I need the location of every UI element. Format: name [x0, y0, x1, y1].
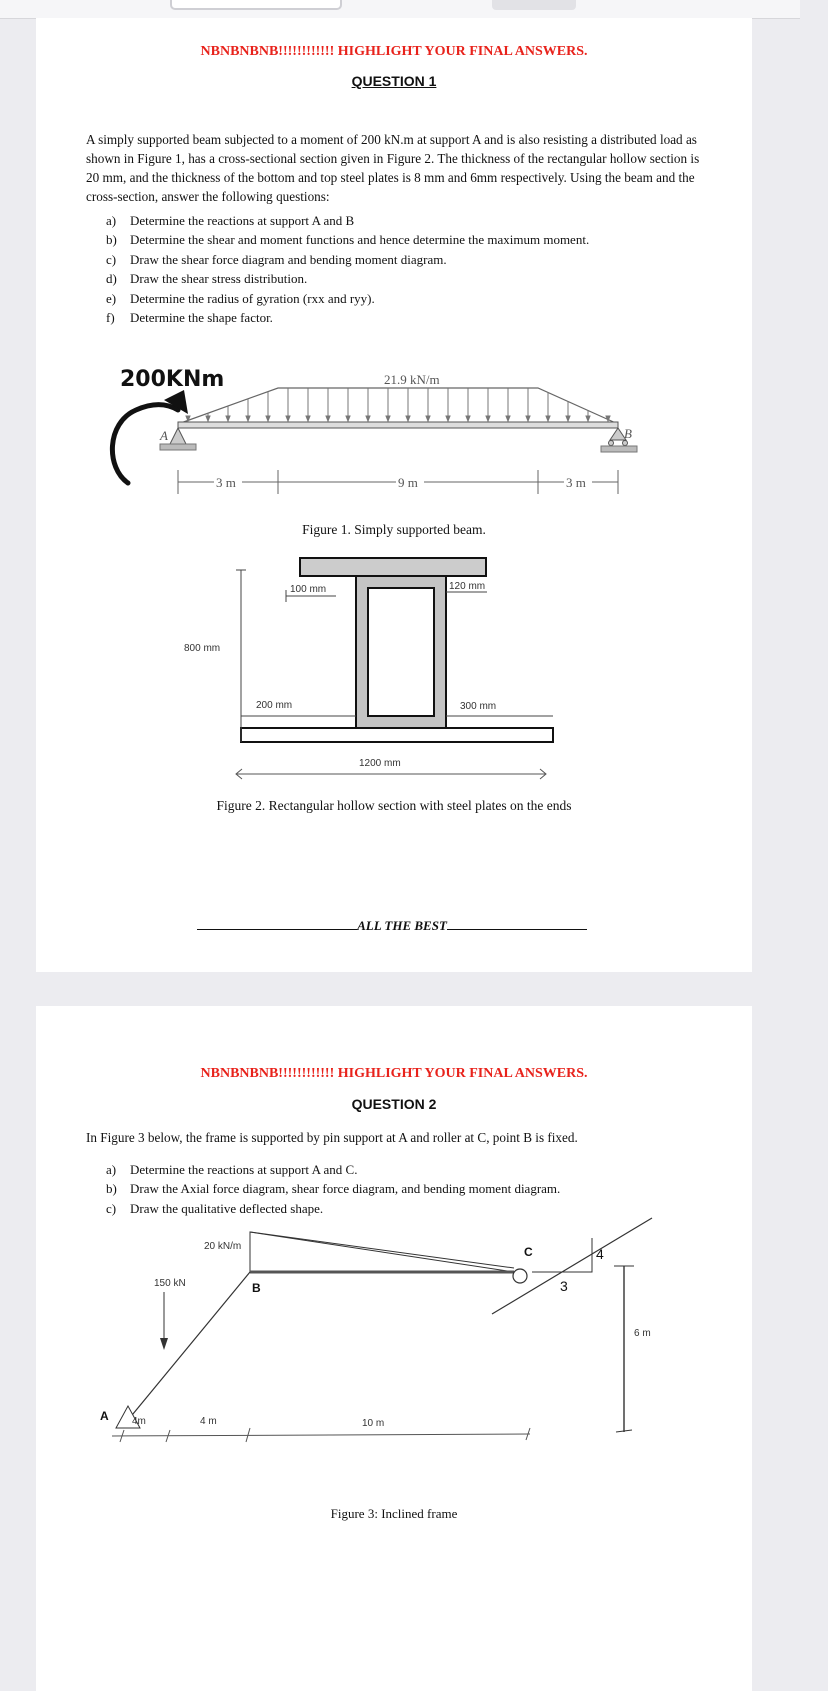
ground-a: [160, 444, 196, 450]
dim-6m-label: 6 m: [634, 1328, 651, 1339]
load-arrowhead: [586, 416, 590, 421]
figure-3-caption: Figure 3: Inclined frame: [330, 1506, 458, 1521]
load-arrowhead: [486, 416, 490, 421]
load-arrowhead: [446, 416, 450, 421]
list-item: a) Determine the reactions at support A and B: [106, 213, 355, 228]
ground-b: [601, 446, 637, 452]
dim-800-label: 800 mm: [184, 643, 221, 654]
question-intro: A simply supported beam subjected to a moment of 200 kN.m at support A and is also resisting a distributed load as shown in Figure 1, has a cross-sectional section given in Figure 2. The thickness of the rectangular hollow section is 20 mm, and the thickness of the bottom and top steel plates is 8 mm and 6mm respectively. Using the beam and the cross-section, answer the following questions:: [86, 132, 700, 204]
label-a: A: [100, 1409, 109, 1423]
slope-rise: 4: [596, 1246, 604, 1262]
closing-rule: [197, 929, 357, 930]
load-arrowhead: [386, 416, 390, 421]
load-envelope: [178, 388, 618, 424]
list-item: e) Determine the radius of gyration (rxx and ryy).: [106, 290, 375, 306]
load-arrowhead: [566, 416, 570, 421]
load-arrowhead: [206, 416, 210, 421]
dim-mid-label: 9 m: [398, 475, 418, 490]
dim-120-label: 120 mm: [449, 581, 486, 592]
beam: [178, 422, 618, 428]
dim-100-label: 100 mm: [290, 584, 327, 595]
support-a-label: A: [160, 428, 168, 443]
dim-4m-b-label: 4 m: [200, 1416, 217, 1427]
support-b-label: B: [624, 426, 632, 441]
list-item: a) Determine the reactions at support A and C.: [106, 1162, 358, 1177]
question-title: QUESTION 2: [351, 1096, 437, 1112]
load-arrows: [186, 388, 610, 421]
list-item: c) Draw the shear force diagram and bending moment diagram.: [106, 251, 447, 267]
top-input-field[interactable]: [170, 0, 342, 10]
moment-label: 200KNm: [120, 367, 225, 392]
list-item: d) Draw the shear stress distribution.: [106, 271, 308, 287]
load-arrowhead: [326, 416, 330, 421]
roller-wheel: [623, 441, 628, 446]
top-plate: [300, 558, 486, 576]
dim-300-label: 300 mm: [460, 701, 497, 712]
dim-200-label: 200 mm: [256, 700, 293, 711]
dim-horizontal-line: [112, 1434, 530, 1436]
label-b: B: [252, 1281, 261, 1295]
list-item: c) Draw the qualitative deflected shape.: [106, 1200, 324, 1216]
dim-10m-label: 10 m: [362, 1418, 385, 1429]
dim-1200-label: 1200 mm: [359, 758, 401, 769]
load-label: 21.9 kN/m: [384, 372, 440, 387]
dim-left-label: 3 m: [216, 475, 236, 490]
pin-support-a: [170, 428, 186, 444]
figure-2-caption: Figure 2. Rectangular hollow section with steel plates on the ends: [216, 798, 572, 813]
closing-rule: [447, 929, 587, 930]
load-arrowhead: [306, 416, 310, 421]
figure-3-frame: [36, 1006, 752, 1626]
roller-c: [513, 1269, 527, 1283]
load-arrowhead: [366, 416, 370, 421]
slope-triangle: [532, 1238, 592, 1272]
list-item: f) Determine the shape factor.: [106, 310, 273, 326]
top-button[interactable]: [492, 0, 576, 10]
document-page-1: [36, 18, 752, 972]
question-intro: In Figure 3 below, the frame is supported by pin support at A and roller at C, point B is fixed.: [86, 1130, 578, 1145]
highlight-header: NBNBNBNB!!!!!!!!!!!! HIGHLIGHT YOUR FINAL ANSWERS.: [200, 44, 588, 59]
point-load-arrowhead: [160, 1338, 168, 1350]
browser-top-bar: [0, 0, 800, 19]
highlight-header: NBNBNBNB!!!!!!!!!!!! HIGHLIGHT YOUR FINAL ANSWERS.: [200, 1066, 588, 1081]
load-arrowhead: [506, 416, 510, 421]
hollow-section-inner: [368, 588, 434, 716]
roller-wheel: [609, 441, 614, 446]
figure-1-caption: Figure 1. Simply supported beam.: [302, 522, 486, 537]
load-arrowhead: [426, 416, 430, 421]
load-arrowhead: [286, 416, 290, 421]
udl-label: 20 kN/m: [204, 1241, 242, 1252]
dim-right-label: 3 m: [566, 475, 586, 490]
list-item: b) Determine the shear and moment functions and hence determine the maximum moment.: [106, 232, 590, 248]
load-arrowhead: [246, 416, 250, 421]
load-arrowhead: [526, 416, 530, 421]
closing-text: ALL THE BEST: [357, 918, 447, 933]
load-arrowhead: [466, 416, 470, 421]
load-arrowhead: [226, 416, 230, 421]
slope-run: 3: [560, 1278, 568, 1294]
closing-line: [184, 918, 600, 934]
label-c: C: [524, 1245, 533, 1259]
point-load-label: 150 kN: [154, 1278, 186, 1289]
dim-4m-a-label: 4m: [132, 1416, 146, 1427]
load-arrowhead: [546, 416, 550, 421]
load-arrowhead: [266, 416, 270, 421]
question-title: QUESTION 1: [351, 73, 437, 89]
load-arrowhead: [346, 416, 350, 421]
list-item: b) Draw the Axial force diagram, shear force diagram, and bending moment diagram.: [106, 1181, 561, 1197]
udl-triangle: [250, 1232, 514, 1272]
load-arrowhead: [406, 416, 410, 421]
document-page-2: [36, 1006, 752, 1691]
bottom-plate: [241, 728, 553, 742]
member-ab: [128, 1272, 250, 1420]
